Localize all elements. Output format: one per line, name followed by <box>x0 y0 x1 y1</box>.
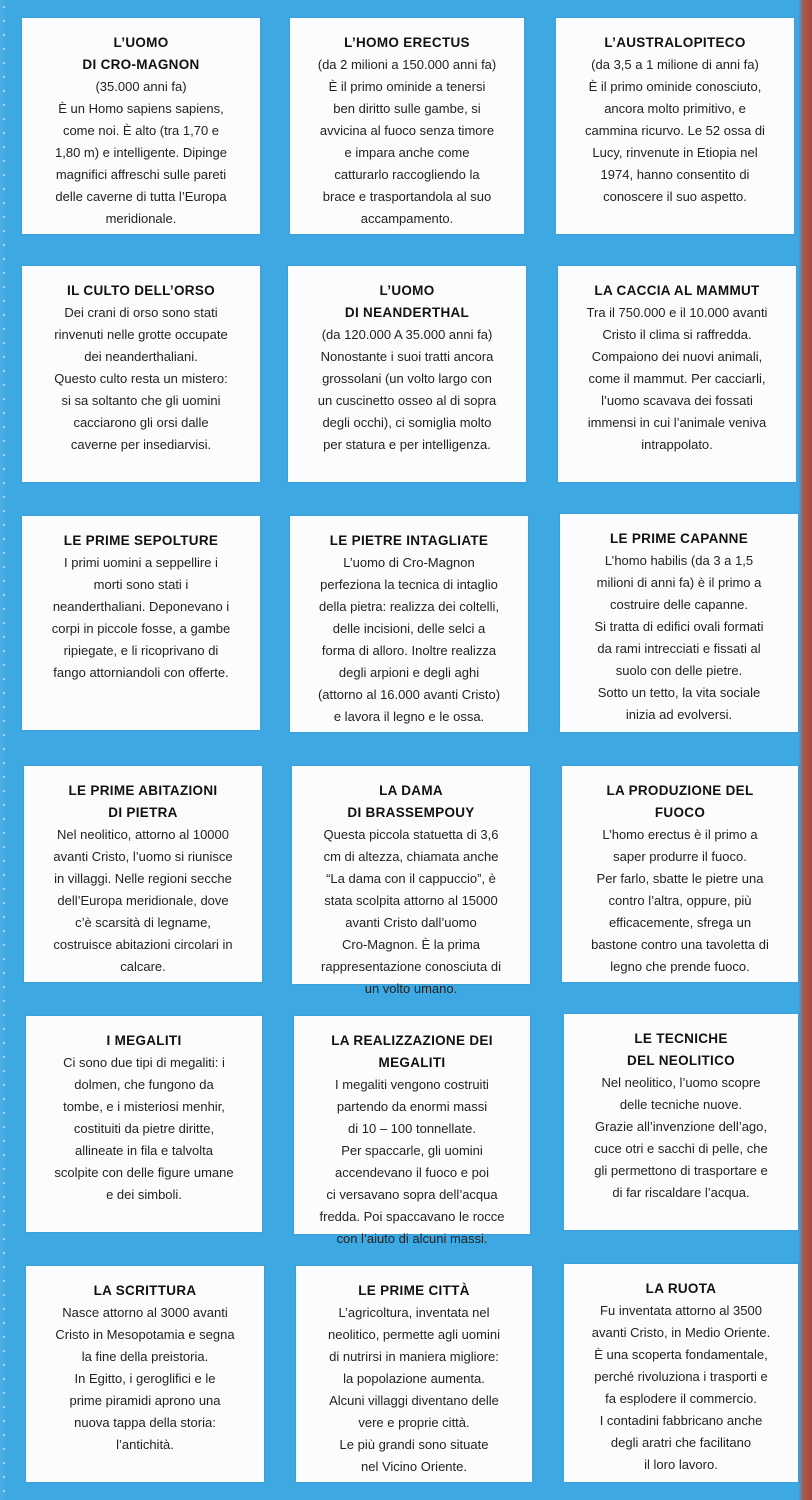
card-title: LA PRODUZIONE DEL FUOCO <box>606 783 754 820</box>
card-prime-capanne <box>560 514 798 732</box>
card-tecniche-neolitico <box>564 1014 798 1230</box>
card-text: Nel neolitico, attorno al 10000 avanti Cristo, l’uomo si riunisce in villaggi. Nelle regioni secche dell’Europa meridionale, dove c’è scarsità di legname, costruisce abitazioni circolari in calcare. <box>53 827 233 974</box>
card-title: LE PRIME SEPOLTURE <box>63 533 219 548</box>
card-produzione-fuoco <box>562 766 798 982</box>
card-text: Dei crani di orso sono stati rinvenuti nelle grotte occupate dei neanderthaliani. Questo culto resta un mistero: si sa soltanto che gli uomini cacciarono gli orsi dalle caverne per insediarvisi. <box>54 305 228 452</box>
card-title: LE PIETRE INTAGLIATE <box>329 533 489 548</box>
card-text: (35.000 anni fa) È un Homo sapiens sapiens, come noi. È alto (tra 1,70 e 1,80 m) e intelligente. Dipinge magnifici affreschi sulle pareti delle caverne di tutta l’Europa meridionale. <box>55 79 227 226</box>
card-title: LE PRIME CITTÀ <box>358 1283 470 1298</box>
card-text: (da 2 milioni a 150.000 anni fa) È il primo ominide a tenersi ben diritto sulle gambe, si avvicina al fuoco senza timore e impara anche come catturarlo raccogliendo la brace e trasportandola al suo accampamento. <box>317 57 497 226</box>
card-homo-erectus <box>290 18 524 234</box>
card-title: L’HOMO ERECTUS <box>344 35 470 50</box>
card-title: I MEGALITI <box>106 1033 182 1048</box>
card-text: Ci sono due tipi di megaliti: i dolmen, che fungono da tombe, e i misteriosi menhir, costituiti da pietre diritte, allineate in fila e talvolta scolpite con delle figure umane e dei simboli. <box>54 1055 234 1202</box>
card-text: L’agricoltura, inventata nel neolitico, permette agli uomini di nutrirsi in maniera migliore: la popolazione aumenta. Alcuni villaggi diventano delle vere e proprie città. Le più grandi sono situate nel Vicino Oriente. <box>328 1305 500 1474</box>
card-text: I primi uomini a seppellire i morti sono stati i neanderthaliani. Deponevano i corpi in piccole fosse, a gambe ripiegate, e li ricoprivano di fango attorniandoli con offerte. <box>51 555 231 680</box>
perforation-edge <box>2 0 6 1500</box>
card-australopiteco <box>556 18 794 234</box>
card-text: (da 120.000 A 35.000 anni fa) Nonostante i suoi tratti ancora grossolani (un volto largo con un cuscinetto osseo al di sopra degli occhi), ci somiglia molto per statura e per intelligenza. <box>317 327 497 452</box>
card-title: LE PRIME CAPANNE <box>609 531 749 546</box>
card-uomo-neanderthal <box>288 266 526 482</box>
card-megaliti <box>26 1016 262 1232</box>
card-text: Nasce attorno al 3000 avanti Cristo in Mesopotamia e segna la fine della preistoria. In Egitto, i geroglifici e le prime piramidi aprono una nuova tappa della storia: l’antichità. <box>55 1305 235 1452</box>
card-text: L’homo erectus è il primo a saper produrre il fuoco. Per farlo, sbatte le pietre una contro l’altra, oppure, più efficacemente, sfrega un bastone contro una tavoletta di legno che prende fuoco. <box>591 827 769 974</box>
card-prime-citta <box>296 1266 532 1482</box>
card-text: L’homo habilis (da 3 a 1,5 milioni di anni fa) è il primo a costruire delle capanne. Si tratta di edifici ovali formati da rami intrecciati e fissati al suolo con delle pietre. Sotto un tetto, la vita sociale inizia ad evolversi. <box>594 553 764 722</box>
card-title: LE TECNICHE DEL NEOLITICO <box>627 1031 735 1068</box>
card-title: LE PRIME ABITAZIONI DI PIETRA <box>68 783 218 820</box>
card-title: L’UOMO DI CRO-MAGNON <box>82 35 200 72</box>
card-text: I megaliti vengono costruiti partendo da enormi massi di 10 – 100 tonnellate. Per spaccarle, gli uomini accendevano il fuoco e poi ci versavano sopra dell’acqua fredda. Poi spaccavano le rocce con l’aiuto di alcuni massi. <box>319 1077 505 1246</box>
card-pietre-intagliate <box>290 516 528 732</box>
card-title: LA RUOTA <box>645 1281 717 1296</box>
card-text: Questa piccola statuetta di 3,6 cm di altezza, chiamata anche “La dama con il cappuccio”, è stata scolpita attorno al 15000 avanti Cristo dall’uomo Cro-Magnon. È la prima rappresentazione conosciuta di un volto umano. <box>321 827 501 996</box>
card-prime-sepolture <box>22 516 260 730</box>
card-title: LA DAMA DI BRASSEMPOUY <box>347 783 475 820</box>
card-title: IL CULTO DELL’ORSO <box>67 283 215 298</box>
card-scrittura <box>26 1266 264 1482</box>
card-realizzazione-megaliti <box>294 1016 530 1246</box>
card-prime-abitazioni <box>24 766 262 982</box>
page-edge <box>798 0 812 1500</box>
card-title: L’UOMO DI NEANDERTHAL <box>344 283 470 320</box>
card-dama-brassempouy <box>292 766 530 996</box>
card-title: L’AUSTRALOPITECO <box>604 35 746 50</box>
card-text: (da 3,5 a 1 milione di anni fa) È il primo ominide conosciuto, ancora molto primitivo, e cammina ricurvo. Le 52 ossa di Lucy, rinvenute in Etiopia nel 1974, hanno consentito di conoscere il suo aspetto. <box>585 57 765 204</box>
card-text: Tra il 750.000 e il 10.000 avanti Cristo il clima si raffredda. Compaiono dei nuovi animali, come il mammut. Per cacciarli, l’uomo scavava dei fossati immensi in cui l’animale veniva intrappolato. <box>586 305 768 452</box>
card-text: Fu inventata attorno al 3500 avanti Cristo, in Medio Oriente. È una scoperta fondamentale, perché rivoluziona i trasporti e fa esplodere il commercio. I contadini fabbricano anche degli aratri che facilitano il loro lavoro. <box>591 1303 771 1472</box>
card-title: LA CACCIA AL MAMMUT <box>594 283 760 298</box>
card-title: LA SCRITTURA <box>93 1283 197 1298</box>
card-caccia-mammut <box>558 266 796 482</box>
card-text: Nel neolitico, l’uomo scopre delle tecniche nuove. Grazie all’invenzione dell’ago, cuce otri e sacchi di pelle, che gli permettono di trasportare e di far riscaldare l’acqua. <box>594 1075 768 1200</box>
card-culto-orso <box>22 266 260 482</box>
card-ruota <box>564 1264 798 1482</box>
card-uomo-cro-magnon <box>22 18 260 234</box>
card-text: L’uomo di Cro-Magnon perfeziona la tecnica di intaglio della pietra: realizza dei coltelli, delle incisioni, delle selci a forma di alloro. Inoltre realizza degli arpioni e degli aghi (attorno al 16.000 avanti Cristo) e lavora il legno e le ossa. <box>317 555 501 724</box>
card-title: LA REALIZZAZIONE DEI MEGALITI <box>331 1033 493 1070</box>
